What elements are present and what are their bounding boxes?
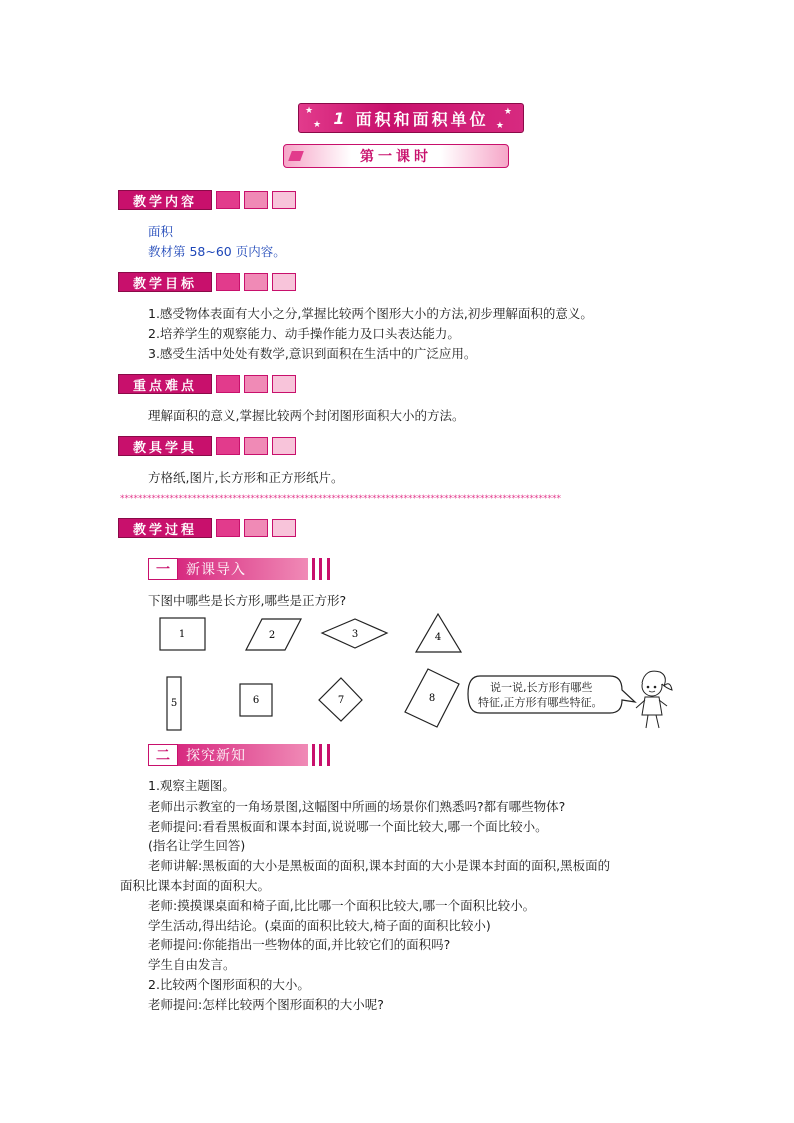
tools-line: 方格纸,图片,长方形和正方形纸片。 — [148, 470, 344, 485]
shape-4-label: 4 — [434, 632, 442, 643]
shape-5-label: 5 — [170, 698, 178, 709]
part2-line: 2.比较两个图形面积的大小。 — [148, 977, 310, 992]
cartoon-girl-icon — [636, 671, 672, 728]
star-icon: ★ — [503, 107, 515, 117]
part2-line: 老师出示教室的一角场景图,这幅图中所画的场景你们熟悉吗?都有哪些物体? — [148, 799, 566, 814]
part2-line: 老师提问:看看黑板面和课本封面,说说哪一个面比较大,哪一个面比较小。 — [148, 819, 548, 834]
lesson-title: 第一课时 — [360, 149, 432, 165]
shape-8-label: 8 — [428, 693, 436, 704]
shape-3-label: 3 — [351, 629, 359, 640]
content-line: 面积 — [148, 224, 174, 239]
part2-line: 老师提问:你能指出一些物体的面,并比较它们的面积吗? — [148, 937, 451, 952]
shape-6-label: 6 — [252, 695, 260, 706]
section-tag: 教学过程 — [118, 518, 212, 538]
part-number: 二 — [148, 744, 178, 766]
part2-line: 1.观察主题图。 — [148, 778, 235, 793]
star-separator: ************************************************************************************************** — [120, 494, 561, 504]
section-tag: 教学目标 — [118, 272, 212, 292]
part2-line: (指名让学生回答) — [148, 838, 246, 853]
content-line: 教材第 58~60 页内容。 — [148, 244, 286, 259]
section-tag: 重点难点 — [118, 374, 212, 394]
section-tag: 教学内容 — [118, 190, 212, 210]
shape-7-label: 7 — [337, 695, 345, 706]
section-tag: 教具学具 — [118, 436, 212, 456]
unit-number: 1 — [333, 108, 348, 128]
goal-line: 1.感受物体表面有大小之分,掌握比较两个图形大小的方法,初步理解面积的意义。 — [148, 306, 593, 321]
shape-1-label: 1 — [178, 629, 186, 640]
part2-line: 老师提问:怎样比较两个图形面积的大小呢? — [148, 997, 384, 1012]
part2-line: 老师讲解:黑板面的大小是黑板面的面积,课本封面的大小是课本封面的面积,黑板面的 — [148, 858, 611, 873]
goal-line: 2.培养学生的观察能力、动手操作能力及口头表达能力。 — [148, 326, 460, 341]
part2-line: 老师:摸摸课桌面和椅子面,比比哪一个面积比较大,哪一个面积比较小。 — [148, 898, 536, 913]
part-title: 探究新知 — [178, 744, 308, 766]
star-icon: ★ — [495, 121, 507, 131]
part2-line: 学生活动,得出结论。(桌面的面积比较大,椅子面的面积比较小) — [148, 918, 491, 933]
goal-line: 3.感受生活中处处有数学,意识到面积在生活中的广泛应用。 — [148, 346, 477, 361]
star-icon: ★ — [305, 106, 317, 116]
unit-title: 面积和面积单位 — [355, 109, 489, 129]
star-icon: ★ — [313, 120, 325, 130]
shape-2-label: 2 — [268, 630, 276, 641]
part-number: 一 — [148, 558, 178, 580]
part2-header — [148, 744, 334, 766]
part1-question: 下图中哪些是长方形,哪些是正方形? — [148, 593, 347, 608]
key-line: 理解面积的意义,掌握比较两个封闭图形面积大小的方法。 — [148, 408, 465, 423]
bubble-text-line: 特征,正方形有哪些特征。 — [478, 696, 603, 709]
part-title: 新课导入 — [178, 558, 308, 580]
part2-line: 面积比课本封面的面积大。 — [120, 878, 271, 893]
bubble-text-line: 说一说,长方形有哪些 — [490, 681, 593, 694]
stripes-decoration — [308, 744, 334, 766]
part2-line: 学生自由发言。 — [148, 957, 236, 972]
